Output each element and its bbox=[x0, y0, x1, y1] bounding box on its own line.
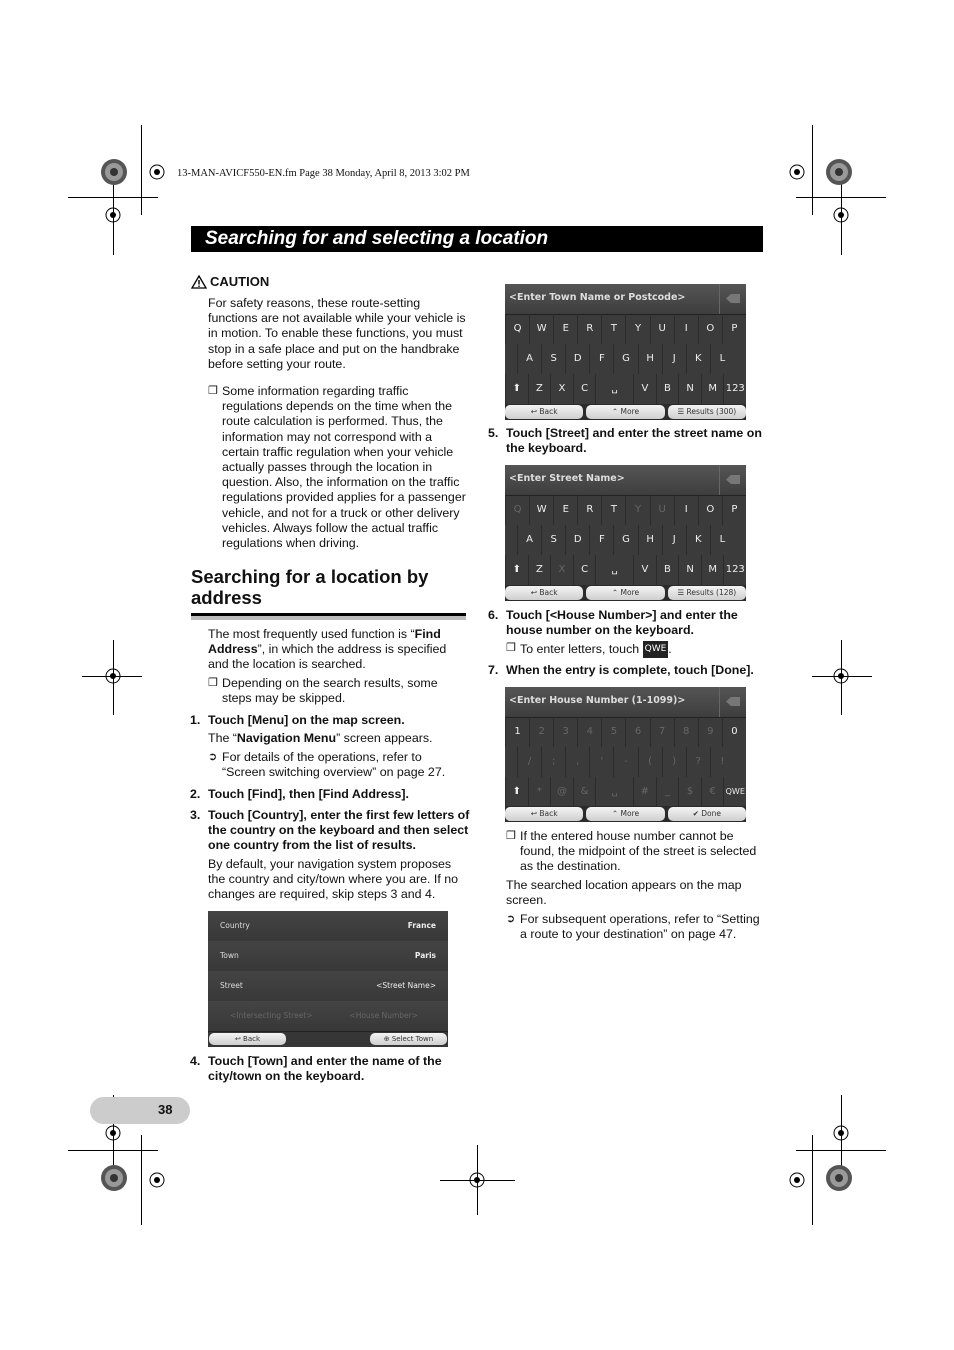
backspace-icon bbox=[726, 475, 740, 484]
town-search-field[interactable]: <Enter Town Name or Postcode> bbox=[505, 284, 746, 315]
step-1-reference: ➲ For details of the operations, refer to “Screen switching overview” on page 27. bbox=[208, 750, 446, 780]
checkbox-bullet-icon: ❒ bbox=[506, 830, 516, 842]
key: ' bbox=[589, 747, 613, 777]
caution-text: For safety reasons, these route-setting functions are not available while your vehicle is in motion. To enable these functions, you must stop in a safe place and put on the handbrake before setting your route. bbox=[208, 296, 466, 371]
key[interactable]: X bbox=[550, 374, 573, 404]
key[interactable]: R bbox=[577, 314, 601, 344]
house-number-field[interactable]: <Enter House Number (1-1099)> bbox=[505, 687, 746, 718]
key: 3 bbox=[553, 717, 577, 747]
key[interactable]: F bbox=[589, 344, 613, 374]
key[interactable]: 0 bbox=[722, 717, 746, 747]
key[interactable]: Z bbox=[528, 555, 551, 585]
key: € bbox=[701, 777, 724, 807]
key[interactable]: L bbox=[710, 344, 734, 374]
key[interactable]: V bbox=[633, 374, 656, 404]
note-traffic bbox=[208, 384, 466, 551]
backspace-icon bbox=[726, 294, 740, 303]
step-3-text: By default, your navigation system proposes the country and city/town where you are. If no changes are required, skip steps 3 and 4. bbox=[208, 857, 459, 902]
key[interactable]: T bbox=[601, 495, 625, 525]
key[interactable]: F bbox=[589, 525, 613, 555]
key[interactable]: A bbox=[517, 525, 541, 555]
done-button[interactable]: ✔ Done bbox=[668, 807, 746, 821]
key[interactable]: Q bbox=[505, 314, 529, 344]
key: # bbox=[633, 777, 656, 807]
backspace-button[interactable] bbox=[719, 465, 746, 495]
step-3: 3. Touch [Country], enter the first few letters of the country on the keyboard and then select one country from the list of results. bbox=[190, 808, 470, 853]
keyboard-row-2 bbox=[505, 344, 746, 374]
bottom-bar bbox=[505, 585, 746, 601]
qwe-key[interactable]: QWE bbox=[723, 777, 746, 807]
key: 4 bbox=[577, 717, 601, 747]
key[interactable]: C bbox=[573, 374, 596, 404]
step-7-reference: ➲ For subsequent operations, refer to “Setting a route to your destination” on page 47. bbox=[506, 912, 760, 942]
bottom-bar bbox=[505, 404, 746, 420]
town-row[interactable]: Town Paris bbox=[208, 941, 448, 972]
space-key: ␣ bbox=[595, 777, 633, 807]
key[interactable]: N bbox=[678, 374, 701, 404]
heading-rule-shadow bbox=[191, 616, 466, 620]
keyboard-row-2 bbox=[505, 747, 746, 777]
key: ; bbox=[541, 747, 565, 777]
keyboard-row-2 bbox=[505, 525, 746, 555]
section-title-banner: Searching for and selecting a location bbox=[191, 226, 763, 252]
key[interactable]: S bbox=[541, 344, 565, 374]
back-button[interactable]: ↩ Back bbox=[505, 405, 583, 419]
key[interactable]: Y bbox=[625, 314, 649, 344]
key[interactable]: R bbox=[577, 495, 601, 525]
key[interactable]: M bbox=[701, 555, 724, 585]
country-row[interactable]: Country France bbox=[208, 911, 448, 942]
more-button[interactable]: ⌃ More bbox=[586, 807, 664, 821]
backspace-button[interactable] bbox=[719, 284, 746, 314]
note-skip-text: Depending on the search results, some steps may be skipped. bbox=[222, 676, 438, 706]
checkbox-bullet-icon: ❒ bbox=[506, 642, 516, 654]
step-5: 5. Touch [Street] and enter the street name on the keyboard. bbox=[488, 426, 762, 456]
key[interactable]: J bbox=[662, 525, 686, 555]
key[interactable]: I bbox=[674, 495, 698, 525]
key[interactable]: M bbox=[701, 374, 724, 404]
key[interactable]: O bbox=[698, 314, 722, 344]
key: U bbox=[650, 495, 674, 525]
key: X bbox=[550, 555, 573, 585]
key[interactable]: B bbox=[656, 555, 679, 585]
print-header: 13-MAN-AVICF550-EN.fm Page 38 Monday, April 8, 2013 3:02 PM bbox=[177, 168, 470, 179]
key[interactable]: N bbox=[678, 555, 701, 585]
caution-heading bbox=[191, 274, 269, 289]
key[interactable]: D bbox=[565, 525, 589, 555]
keyboard-row-1 bbox=[505, 314, 746, 344]
key: ( bbox=[638, 747, 662, 777]
key: ) bbox=[662, 747, 686, 777]
back-button[interactable]: ↩ Back bbox=[505, 586, 583, 600]
key: & bbox=[573, 777, 596, 807]
space-key[interactable]: ␣ bbox=[595, 555, 633, 585]
backspace-button[interactable] bbox=[719, 687, 746, 717]
key[interactable]: A bbox=[517, 344, 541, 374]
key[interactable]: I bbox=[674, 314, 698, 344]
key: / bbox=[517, 747, 541, 777]
street-row[interactable]: Street <Street Name> bbox=[208, 971, 448, 1002]
warning-triangle-icon bbox=[191, 275, 207, 289]
note-traffic-text: Some information regarding traffic regulations depends on the time when the route calculation is performed. Thus, the information may not correspond with a certain traffic regulation when your vehicle actually passes through the location in question. Also, the information on the traffic regulations provided applies for a passenger vehicle, and not for a truck or other delivery vehicles. Always follow the actual traffic regulations when driving. bbox=[222, 384, 466, 551]
backspace-icon bbox=[726, 697, 740, 706]
back-button[interactable]: ↩ Back bbox=[505, 807, 583, 821]
key[interactable]: L bbox=[710, 525, 734, 555]
key: Y bbox=[625, 495, 649, 525]
key[interactable]: T bbox=[601, 314, 625, 344]
key: @ bbox=[550, 777, 573, 807]
bottom-bar bbox=[505, 806, 746, 822]
checkbox-bullet-icon: ❒ bbox=[208, 677, 218, 689]
key[interactable]: W bbox=[529, 495, 553, 525]
key: 9 bbox=[698, 717, 722, 747]
key: _ bbox=[656, 777, 679, 807]
qwe-key-icon: QWE bbox=[643, 641, 669, 658]
key[interactable]: G bbox=[613, 525, 637, 555]
caution-label: CAUTION bbox=[210, 274, 270, 289]
key[interactable]: P bbox=[722, 495, 746, 525]
select-town-button[interactable]: ⊕ Select Town bbox=[370, 1033, 447, 1045]
arrow-bullet-icon: ➲ bbox=[208, 751, 218, 763]
keyboard-row-3 bbox=[505, 374, 746, 404]
key[interactable]: S bbox=[541, 525, 565, 555]
key[interactable]: Z bbox=[528, 374, 551, 404]
page-number-tab bbox=[90, 1097, 190, 1124]
key: 7 bbox=[650, 717, 674, 747]
key: ! bbox=[710, 747, 734, 777]
keyboard-row-1 bbox=[505, 495, 746, 525]
key: - bbox=[613, 747, 637, 777]
more-button[interactable]: ⌃ More bbox=[586, 405, 664, 419]
shift-icon[interactable]: ⬆ bbox=[505, 555, 528, 585]
step-7-note: ❒ If the entered house number cannot be found, the midpoint of the street is selected as the destination. bbox=[506, 829, 757, 874]
key[interactable]: H bbox=[638, 525, 662, 555]
shift-icon[interactable]: ⬆ bbox=[505, 777, 528, 807]
step-7: 7. When the entry is complete, touch [Done]. bbox=[488, 663, 754, 677]
key[interactable]: H bbox=[638, 344, 662, 374]
step-1-text: The “Navigation Menu” screen appears. bbox=[208, 731, 433, 745]
key: 2 bbox=[529, 717, 553, 747]
checkbox-bullet-icon: ❒ bbox=[208, 385, 218, 397]
intersecting-street-row: <Intersecting Street> <House Number> bbox=[208, 1001, 448, 1032]
page-number: 38 bbox=[158, 1102, 173, 1117]
key[interactable]: B bbox=[656, 374, 679, 404]
street-search-field[interactable]: <Enter Street Name> bbox=[505, 465, 746, 496]
subsection-heading: Searching for a location by address bbox=[191, 566, 429, 608]
space-key[interactable]: ␣ bbox=[595, 374, 633, 404]
key: 6 bbox=[625, 717, 649, 747]
numbers-key[interactable]: 123 bbox=[723, 555, 746, 585]
step-2: 2. Touch [Find], then [Find Address]. bbox=[190, 787, 409, 801]
numbers-key[interactable]: 123 bbox=[723, 374, 746, 404]
keyboard-row-3 bbox=[505, 555, 746, 585]
keyboard-row-1 bbox=[505, 717, 746, 747]
key: * bbox=[528, 777, 551, 807]
key: $ bbox=[678, 777, 701, 807]
key: Q bbox=[505, 495, 529, 525]
back-button[interactable]: ↩ Back bbox=[209, 1033, 286, 1045]
intro-text: The most frequently used function is “Find Address”, in which the address is specified and the location is searched. bbox=[208, 627, 447, 672]
step-1: 1. Touch [Menu] on the map screen. bbox=[190, 713, 405, 727]
key[interactable]: P bbox=[722, 314, 746, 344]
key[interactable]: 1 bbox=[505, 717, 529, 747]
step-7-text: The searched location appears on the map screen. bbox=[506, 878, 742, 908]
key[interactable]: K bbox=[686, 344, 710, 374]
results-button[interactable]: ☰ Results (300) bbox=[668, 405, 746, 419]
town-keyboard-screen bbox=[505, 284, 746, 420]
key: , bbox=[565, 747, 589, 777]
address-list-screen bbox=[208, 911, 448, 1047]
key[interactable]: W bbox=[529, 314, 553, 344]
key[interactable]: G bbox=[613, 344, 637, 374]
results-button[interactable]: ☰ Results (128) bbox=[668, 586, 746, 600]
street-keyboard-screen bbox=[505, 465, 746, 601]
key: 5 bbox=[601, 717, 625, 747]
more-button[interactable]: ⌃ More bbox=[586, 586, 664, 600]
note-skip bbox=[208, 676, 462, 706]
key[interactable]: J bbox=[662, 344, 686, 374]
key: ? bbox=[686, 747, 710, 777]
shift-icon[interactable]: ⬆ bbox=[505, 374, 528, 404]
key: 8 bbox=[674, 717, 698, 747]
key[interactable]: E bbox=[553, 495, 577, 525]
step-6: 6. Touch [<House Number>] and enter the house number on the keyboard. bbox=[488, 608, 738, 638]
key[interactable]: V bbox=[633, 555, 656, 585]
step-4: 4. Touch [Town] and enter the name of the city/town on the keyboard. bbox=[190, 1054, 442, 1084]
key[interactable]: K bbox=[686, 525, 710, 555]
key[interactable]: E bbox=[553, 314, 577, 344]
key[interactable]: C bbox=[573, 555, 596, 585]
keyboard-row-3 bbox=[505, 777, 746, 807]
key[interactable]: D bbox=[565, 344, 589, 374]
key[interactable]: U bbox=[650, 314, 674, 344]
arrow-bullet-icon: ➲ bbox=[506, 913, 516, 925]
key[interactable]: O bbox=[698, 495, 722, 525]
step-6-note: ❒ To enter letters, touch QWE . bbox=[520, 641, 764, 658]
house-number-keyboard-screen bbox=[505, 687, 746, 822]
